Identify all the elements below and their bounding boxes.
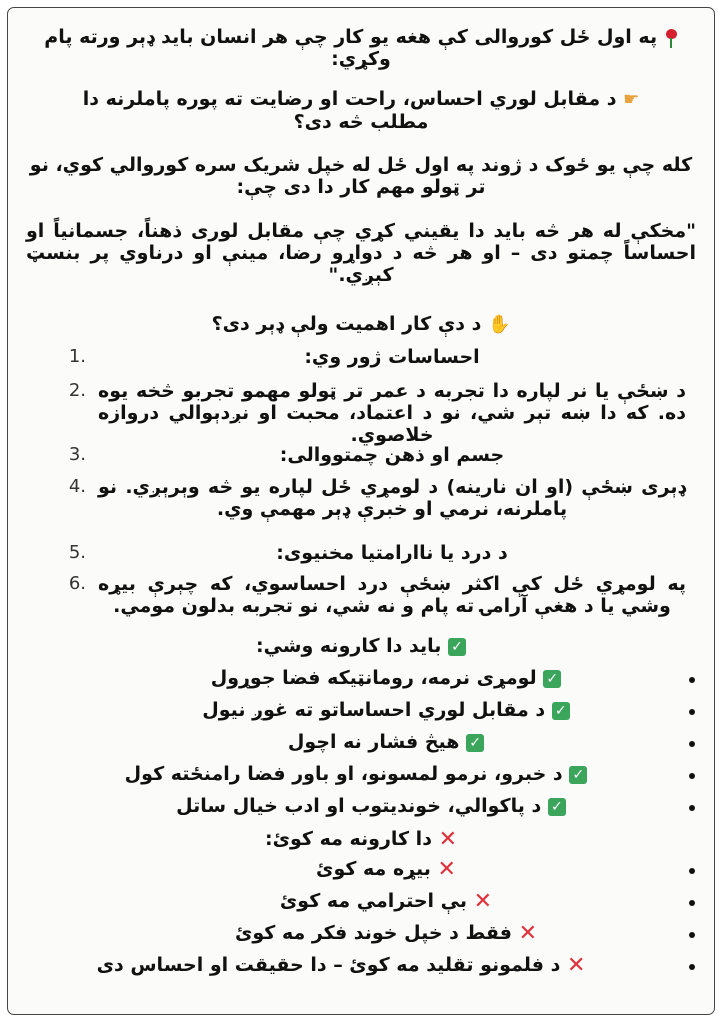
donts-heading-text: دا کارونه مه کوئ: [264,828,432,850]
check-mark-icon: ✓ [543,670,561,688]
intro-paragraph: کله چې یو ځوک د ژوند په اول ځل له خپل شریک سره کوروالي کوي، نو تر ټولو مهم کار دا دی چې: [29,154,693,198]
item-text: د ښځې یا نر لپاره دا تجربه د عمر تر ټولو مهمو تجربو څخه یوه ده. که دا ښه تېر شي، نو د اعتماد، محبت او نږدېوالي دروازه خلاصوي. [98,380,686,446]
bullet-dot [689,964,695,970]
dos-item [138,795,604,817]
item-text: د درد یا ناارامتیا مخنیوی: [276,542,508,564]
bullet-dot [689,932,695,938]
bullet-dot [689,709,695,715]
handshake-icon: ✋ [488,313,511,335]
intro-quote: "مخکې له هر څه باید دا یقیني کړي چې مقابل لوری ذهناً، جسمانیاً او احساساً چمتو دی – او هر څه د دواړو رضا، مینې او درناوي پر بنسټ کېږي." [26,220,696,286]
item-number: 4. [68,476,86,497]
bullet-dot [689,741,695,747]
bullet-dot [689,900,695,906]
donts-item [168,890,604,912]
cross-mark-icon: ✕ [437,856,456,882]
cross-mark-icon: ✕ [438,826,458,852]
meaning-heading [68,88,654,133]
numbered-item [38,476,696,520]
donts-item [78,954,604,976]
intro-text: په اول ځل کوروالی کې هغه یو کار چې هر انسان باید ډېر ورته پام وکړي: [44,26,658,70]
numbered-item [38,444,696,466]
importance-heading-text: د دې کار اهمیت ولې ډېر دی؟ [211,313,482,335]
dos-item-text: هیڅ فشار نه اچول [287,731,460,753]
dos-item-text: لومړی نرمه، رومانټیکه فضا جوړول [210,667,537,689]
dos-item [168,731,604,753]
dos-heading [26,635,696,657]
importance-heading [26,313,696,336]
cross-mark-icon: ✕ [473,888,493,914]
item-text: ډېری ښځې (او ان نارینه) د لومړي ځل لپاره یو څه وېرېږي. نو پاملرنه، نرمي او خبرې ډېر مهمې وي. [98,476,686,520]
bullet-dot [689,773,695,779]
rose-icon [664,28,678,48]
item-text: په لومړي ځل کې اکثر ښځې درد احساسوي، که چېرې بیړه وشي یا د هغې آرامۍ ته پام و نه شي، نو تجربه بدلون مومي. [98,573,686,617]
bullet-dot [689,805,695,811]
check-mark-icon: ✓ [548,798,566,816]
bullet-dot [689,677,695,683]
document-page [7,7,715,1015]
check-mark-icon: ✓ [466,734,484,752]
item-number: 6. [68,573,86,594]
donts-heading [26,828,696,850]
check-mark-icon: ✓ [448,638,466,656]
item-number: 3. [68,444,86,465]
donts-item [168,922,604,944]
item-number: 1. [68,346,86,367]
donts-item-text: بې احترامي مه کوئ [279,890,468,912]
dos-item [168,667,604,689]
check-mark-icon: ✓ [552,702,570,720]
check-mark-icon: ✓ [569,766,587,784]
numbered-item [38,346,696,368]
numbered-item [38,573,696,617]
item-text: احساسات ژور وي: [304,346,480,368]
numbered-item [38,380,696,446]
intro-line [26,26,696,70]
dos-item-text: د مقابل لوري احساساتو ته غوږ نیول [202,699,546,721]
donts-item [168,858,604,880]
dos-item [168,699,604,721]
donts-item-text: بیړه مه کوئ [316,858,431,880]
cross-mark-icon: ✕ [567,952,586,978]
dos-heading-text: باید دا کارونه وشي: [255,635,442,657]
numbered-item [38,542,696,564]
dos-item [108,763,604,785]
dos-item-text: د خبرو، نرمو لمسونو، او باور فضا رامنځته کول [124,763,563,785]
donts-item-text: فقط د خپل خوند فکر مه کوئ [234,922,512,944]
item-number: 5. [68,542,86,563]
item-text: جسم او ذهن چمتووالی: [279,444,505,466]
item-number: 2. [68,380,86,401]
dos-item-text: د پاکوالي، خوندیتوب او ادب خیال ساتل [176,795,542,817]
donts-item-text: د فلمونو تقلید مه کوئ – دا حقیقت او احساس دی [96,954,561,976]
pointing-hand-icon: ☛ [623,88,640,110]
meaning-heading-text: د مقابل لوري احساس، راحت او رضایت ته پوره پاملرنه دا مطلب څه دی؟ [82,88,617,133]
cross-mark-icon: ✕ [518,920,538,946]
bullet-dot [689,868,695,874]
